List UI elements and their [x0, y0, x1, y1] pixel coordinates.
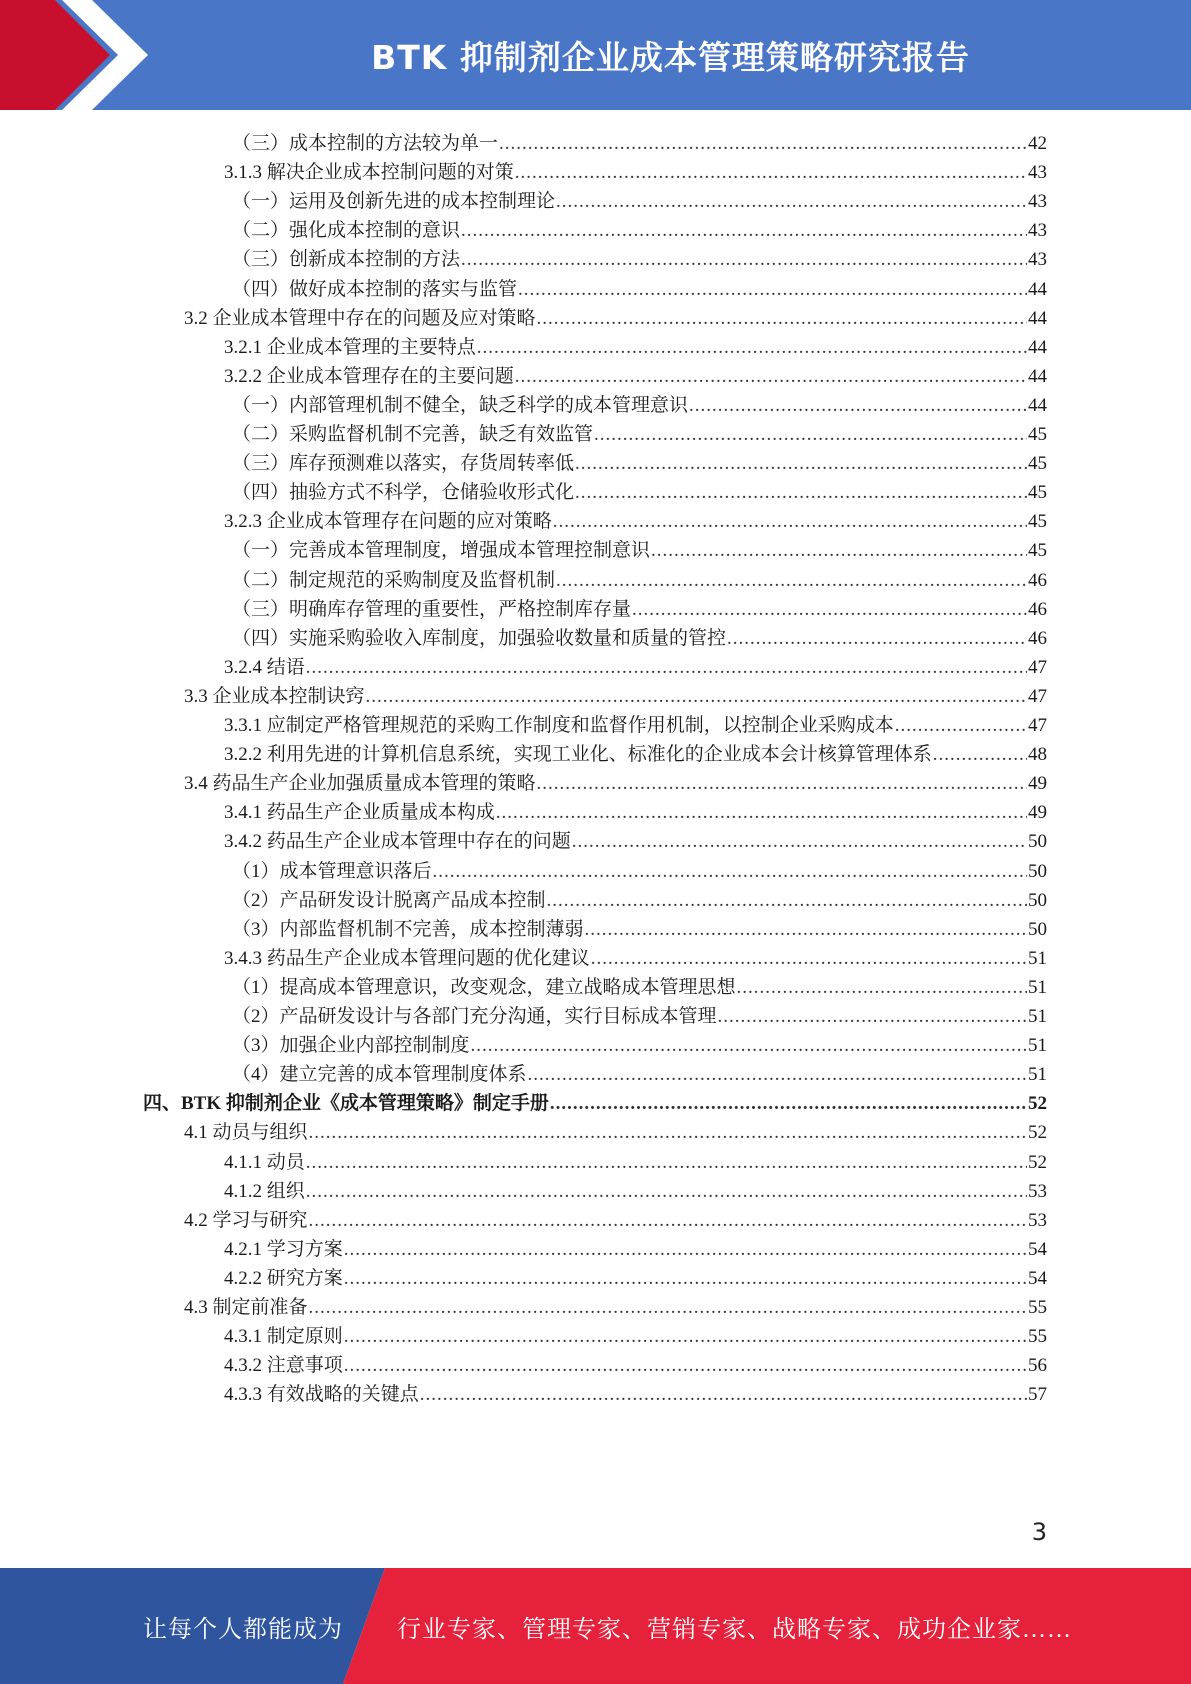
- page-number: 3: [1031, 1518, 1047, 1546]
- toc-leader-dots: [306, 1176, 1027, 1207]
- toc-entry-label: （二）采购监督机制不完善，缺乏有效监管: [232, 424, 594, 445]
- toc-entry-label: 3.4.3 药品生产企业成本管理问题的优化建议: [224, 947, 590, 969]
- toc-entry-page: 51: [1028, 976, 1047, 998]
- toc-entry[interactable]: [143, 1088, 1047, 1119]
- toc-entry-page: 52: [1028, 1151, 1047, 1173]
- toc-entry[interactable]: [232, 885, 1047, 916]
- toc-leader-dots: [737, 972, 1027, 1003]
- toc-entry-page: 52: [1028, 1122, 1047, 1144]
- toc-entry[interactable]: [224, 826, 1047, 857]
- toc-entry-page: 43: [1028, 191, 1047, 213]
- toc-entry[interactable]: [224, 739, 1047, 770]
- toc-leader-dots: [461, 215, 1027, 246]
- toc-entry-page: 44: [1028, 365, 1047, 387]
- toc-entry-label: （二）强化成本控制的意识: [232, 220, 461, 242]
- toc-entry-page: 51: [1028, 947, 1047, 969]
- toc-entry-page: 53: [1028, 1209, 1047, 1231]
- toc-entry-page: 44: [1028, 336, 1047, 358]
- toc-leader-dots: [471, 1030, 1027, 1061]
- toc-entry[interactable]: [224, 1263, 1047, 1294]
- toc-entry-page: 44: [1028, 278, 1047, 300]
- toc-entry-page: 46: [1028, 598, 1047, 620]
- toc-leader-dots: [344, 1263, 1027, 1294]
- toc-leader-dots: [518, 274, 1027, 305]
- toc-entry-label: 4.3.3 有效战略的关键点: [224, 1384, 419, 1406]
- toc-entry[interactable]: [224, 652, 1047, 683]
- toc-entry-label: 4.1 动员与组织: [184, 1122, 308, 1144]
- toc-entry-page: 50: [1028, 860, 1047, 882]
- toc-entry-label: 3.4.2 药品生产企业成本管理中存在的问题: [224, 831, 571, 853]
- page-header: [0, 0, 1191, 110]
- footer-slogan-right: 行业专家、管理专家、营销专家、战略专家、成功企业家……: [397, 1616, 1072, 1643]
- toc-entry-label: （三）成本控制的方法较为单一: [232, 133, 499, 154]
- toc-leader-dots: [537, 303, 1027, 334]
- toc-leader-dots: [344, 1350, 1027, 1381]
- toc-leader-dots: [718, 1001, 1027, 1032]
- toc-entry-page: 46: [1028, 569, 1047, 591]
- toc-entry-page: 42: [1028, 133, 1047, 154]
- toc-entry-label: （一）内部管理机制不健全，缺乏科学的成本管理意识: [232, 394, 689, 416]
- toc-leader-dots: [553, 506, 1027, 537]
- page-footer: [0, 1568, 1191, 1684]
- toc-leader-dots: [366, 681, 1027, 712]
- toc-entry[interactable]: [232, 419, 1047, 450]
- toc-leader-dots: [895, 710, 1027, 741]
- toc-entry-page: 50: [1028, 918, 1047, 940]
- toc-entry-label: 4.3 制定前准备: [184, 1297, 308, 1318]
- toc-entry[interactable]: [224, 1379, 1047, 1410]
- toc-entry[interactable]: [232, 448, 1047, 479]
- toc-entry[interactable]: [184, 1292, 1047, 1323]
- toc-entry[interactable]: [224, 797, 1047, 828]
- toc-entry[interactable]: [224, 332, 1047, 363]
- toc-entry[interactable]: [232, 594, 1047, 625]
- toc-entry-label: 4.2.2 研究方案: [224, 1267, 343, 1289]
- toc-entry-label: （三）库存预测难以落实，存货周转率低: [232, 453, 575, 475]
- toc-entry-page: 49: [1028, 773, 1047, 795]
- toc-entry[interactable]: [232, 186, 1047, 217]
- toc-leader-dots: [515, 361, 1027, 392]
- toc-entry[interactable]: [184, 768, 1047, 799]
- toc-entry-label: （一）运用及创新先进的成本控制理论: [232, 191, 556, 213]
- toc-entry-label: （1）提高成本管理意识，改变观念，建立战略成本管理思想: [232, 976, 736, 998]
- toc-entry-page: 47: [1028, 715, 1047, 736]
- toc-entry-label: 3.4 药品生产企业加强质量成本管理的策略: [184, 773, 536, 795]
- toc-entry[interactable]: [184, 1117, 1047, 1148]
- toc-leader-dots: [433, 856, 1027, 887]
- chevron-arrow-icon: [0, 0, 160, 110]
- toc-leader-dots: [306, 652, 1027, 683]
- toc-entry-label: 4.1.2 组织: [224, 1180, 305, 1202]
- toc-leader-dots: [515, 157, 1027, 188]
- toc-entry-label: （2）产品研发设计脱离产品成本控制: [232, 889, 546, 911]
- toc-entry[interactable]: [232, 244, 1047, 275]
- toc-leader-dots: [585, 914, 1027, 945]
- toc-leader-dots: [547, 885, 1027, 916]
- toc-entry[interactable]: [232, 856, 1047, 887]
- toc-leader-dots: [528, 1059, 1027, 1090]
- toc-entry-page: 45: [1028, 453, 1047, 475]
- toc-entry-label: （四）做好成本控制的落实与监管: [232, 278, 518, 300]
- toc-entry-page: 51: [1028, 1064, 1047, 1086]
- toc-entry-page: 45: [1028, 424, 1047, 445]
- toc-entry[interactable]: [232, 972, 1047, 1003]
- toc-entry[interactable]: [224, 1176, 1047, 1207]
- toc-entry-label: 4.2.1 学习方案: [224, 1238, 343, 1260]
- toc-leader-dots: [537, 768, 1027, 799]
- toc-leader-dots: [556, 186, 1027, 217]
- toc-entry-page: 45: [1028, 540, 1047, 562]
- toc-entry[interactable]: [232, 1030, 1047, 1061]
- toc-entry[interactable]: [184, 1205, 1047, 1236]
- toc-leader-dots: [461, 244, 1027, 275]
- toc-entry-label: 3.2.3 企业成本管理存在问题的应对策略: [224, 511, 552, 533]
- toc-leader-dots: [420, 1379, 1027, 1410]
- toc-entry-page: 54: [1028, 1267, 1047, 1289]
- toc-leader-dots: [594, 419, 1027, 450]
- toc-entry-page: 44: [1028, 307, 1047, 329]
- toc-entry-label: 3.2 企业成本管理中存在的问题及应对策略: [184, 307, 536, 329]
- document-title: BTK 抑制剂企业成本管理策略研究报告: [371, 37, 970, 77]
- toc-leader-dots: [309, 1117, 1027, 1148]
- toc-entry[interactable]: [224, 943, 1047, 974]
- toc-entry[interactable]: [184, 303, 1047, 334]
- toc-entry[interactable]: [184, 681, 1047, 712]
- toc-leader-dots: [309, 1292, 1027, 1323]
- toc-entry-label: 4.3.2 注意事项: [224, 1355, 343, 1377]
- toc-leader-dots: [556, 565, 1027, 596]
- toc-leader-dots: [550, 1088, 1027, 1119]
- toc-entry-label: （3）内部监督机制不完善，成本控制薄弱: [232, 918, 584, 940]
- toc-entry-page: 43: [1028, 249, 1047, 271]
- toc-entry-page: 50: [1028, 831, 1047, 853]
- toc-entry[interactable]: [224, 1234, 1047, 1265]
- toc-entry-page: 47: [1028, 685, 1047, 707]
- toc-entry[interactable]: [224, 1147, 1047, 1178]
- toc-leader-dots: [575, 448, 1027, 479]
- toc-entry[interactable]: [232, 623, 1047, 654]
- toc-entry-label: （四）抽验方式不科学，仓储验收形式化: [232, 482, 575, 504]
- toc-leader-dots: [689, 390, 1027, 421]
- toc-entry[interactable]: [232, 1001, 1047, 1032]
- toc-entry[interactable]: [232, 1059, 1047, 1090]
- toc-entry[interactable]: [232, 274, 1047, 305]
- toc-entry-page: 46: [1028, 627, 1047, 649]
- toc-entry-label: （二）制定规范的采购制度及监督机制: [232, 569, 556, 591]
- toc-entry-label: （一）完善成本管理制度，增强成本管理控制意识: [232, 540, 651, 562]
- toc-entry-label: 3.1.3 解决企业成本控制问题的对策: [224, 162, 514, 184]
- toc-entry-label: （三）创新成本控制的方法: [232, 249, 461, 271]
- toc-leader-dots: [575, 477, 1027, 508]
- toc-entry-page: 50: [1028, 889, 1047, 911]
- toc-leader-dots: [309, 1205, 1027, 1236]
- toc-entry-page: 43: [1028, 162, 1047, 184]
- toc-entry-page: 45: [1028, 482, 1047, 504]
- toc-entry[interactable]: [232, 128, 1047, 159]
- toc-leader-dots: [306, 1147, 1027, 1178]
- toc-entry-label: 4.3.1 制定原则: [224, 1326, 343, 1348]
- toc-entry-label: （3）加强企业内部控制制度: [232, 1035, 470, 1057]
- toc-entry-page: 55: [1028, 1326, 1047, 1348]
- toc-entry-label: 3.2.4 结语: [224, 656, 305, 678]
- toc-entry[interactable]: [224, 710, 1047, 741]
- toc-entry[interactable]: [232, 390, 1047, 421]
- toc-entry-label: （4）建立完善的成本管理制度体系: [232, 1064, 527, 1086]
- toc-leader-dots: [496, 797, 1027, 828]
- toc-entry-label: 3.3.1 应制定严格管理规范的采购工作制度和监督作用机制，以控制企业采购成本: [224, 715, 894, 736]
- toc-leader-dots: [572, 826, 1027, 857]
- toc-entry-page: 53: [1028, 1180, 1047, 1202]
- toc-entry-page: 55: [1028, 1297, 1047, 1318]
- toc-leader-dots: [477, 332, 1027, 363]
- toc-entry-label: 3.3 企业成本控制诀窍: [184, 685, 365, 707]
- toc-entry-label: 3.2.2 企业成本管理存在的主要问题: [224, 365, 514, 387]
- toc-entry-label: （1）成本管理意识落后: [232, 860, 432, 882]
- toc-entry-page: 44: [1028, 394, 1047, 416]
- toc-entry-label: 4.1.1 动员: [224, 1151, 305, 1173]
- toc-entry-label: （2）产品研发设计与各部门充分沟通，实行目标成本管理: [232, 1006, 717, 1027]
- toc-entry-page: 56: [1028, 1355, 1047, 1377]
- toc-entry[interactable]: [224, 157, 1047, 188]
- toc-entry[interactable]: [232, 914, 1047, 945]
- toc-entry[interactable]: [224, 506, 1047, 537]
- toc-entry[interactable]: [224, 361, 1047, 392]
- toc-leader-dots: [499, 128, 1027, 159]
- toc-entry[interactable]: [224, 1350, 1047, 1381]
- toc-leader-dots: [933, 739, 1027, 770]
- toc-entry-page: 45: [1028, 511, 1047, 533]
- toc-leader-dots: [344, 1234, 1027, 1265]
- toc-leader-dots: [632, 594, 1027, 625]
- toc-entry-label: （三）明确库存管理的重要性，严格控制库存量: [232, 598, 632, 620]
- toc-entry-label: 3.4.1 药品生产企业质量成本构成: [224, 802, 495, 824]
- toc-leader-dots: [651, 535, 1027, 566]
- toc-entry-label: 3.2.2 利用先进的计算机信息系统，实现工业化、标准化的企业成本会计核算管理体系: [224, 744, 932, 766]
- toc-entry-page: 57: [1028, 1384, 1047, 1406]
- toc-entry-page: 47: [1028, 656, 1047, 678]
- toc-leader-dots: [727, 623, 1027, 654]
- toc-entry-label: 4.2 学习与研究: [184, 1209, 308, 1231]
- toc-leader-dots: [344, 1321, 1027, 1352]
- toc-entry[interactable]: [232, 215, 1047, 246]
- toc-entry-page: 54: [1028, 1238, 1047, 1260]
- toc-entry[interactable]: [224, 1321, 1047, 1352]
- toc-entry-page: 52: [1028, 1093, 1047, 1115]
- toc-entry-page: 51: [1028, 1006, 1047, 1027]
- toc-entry-label: 3.2.1 企业成本管理的主要特点: [224, 336, 476, 358]
- toc-entry-page: 43: [1028, 220, 1047, 242]
- toc-entry-page: 49: [1028, 802, 1047, 824]
- toc-entry-label: 四、BTK 抑制剂企业《成本管理策略》制定手册: [143, 1093, 549, 1115]
- toc-entry[interactable]: [232, 477, 1047, 508]
- toc-entry-label: （四）实施采购验收入库制度，加强验收数量和质量的管控: [232, 627, 727, 649]
- toc-entry-page: 48: [1028, 744, 1047, 766]
- toc-entry-page: 51: [1028, 1035, 1047, 1057]
- footer-slogan-left: 让每个人都能成为: [143, 1616, 343, 1643]
- toc-leader-dots: [591, 943, 1027, 974]
- toc-entry[interactable]: [232, 565, 1047, 596]
- toc-entry[interactable]: [232, 535, 1047, 566]
